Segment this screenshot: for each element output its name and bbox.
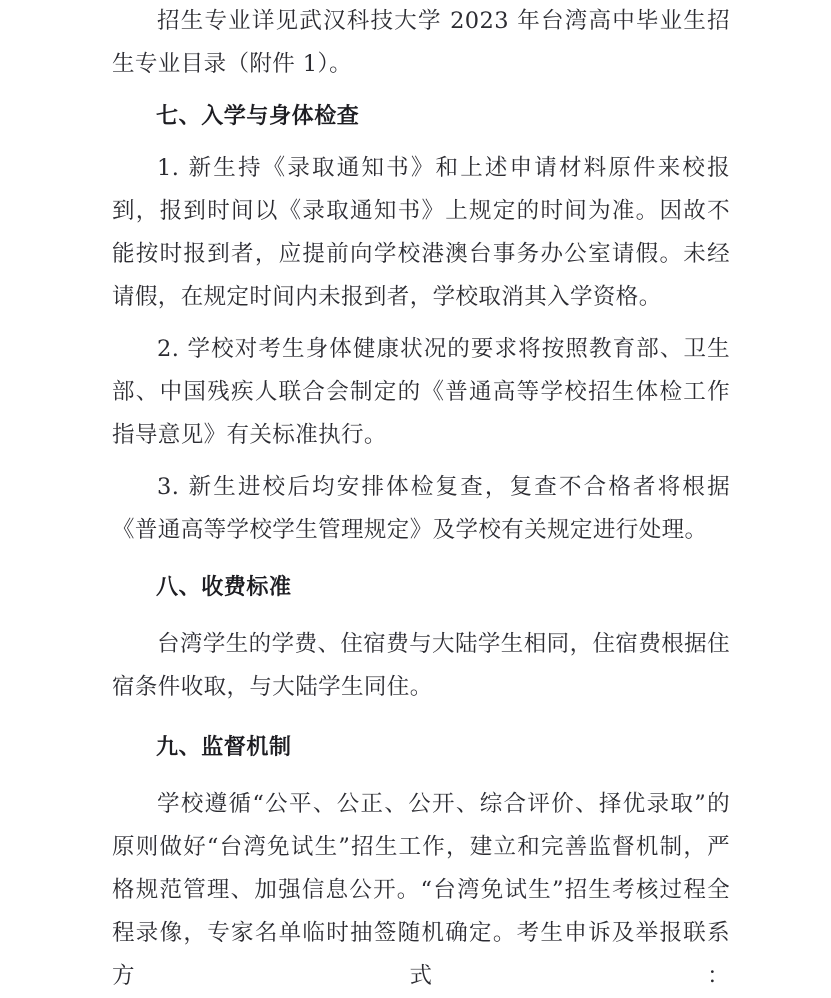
paragraph-eight-body: 台湾学生的学费、住宿费与大陆学生相同，住宿费根据住宿条件收取，与大陆学生同住。 <box>112 631 730 700</box>
spacer <box>112 609 730 623</box>
heading-section-seven: 七、入学与身体检查 <box>156 104 360 129</box>
spacer <box>112 319 730 328</box>
paragraph-nine-body: 学校遵循“公平、公正、公开、综合评价、择优录取”的原则做好“台湾免试生”招生工作，建立和完善监督机制，严格规范管理、加强信息公开。“台湾免试生”招生考核过程全程录像，专家名单临时抽签随机确定。考生申诉及举报联系方式： <box>112 791 730 989</box>
paragraph-seven-item-one: 1. 新生持《录取通知书》和上述申请材料原件来校报到，报到时间以《录取通知书》上规定的时间为准。因故不能按时报到者，应提前向学校港澳台事务办公室请假。未经请假，在规定时间内未报到者，学校取消其入学资格。 <box>112 155 730 310</box>
paragraph-seven-item-two: 2. 学校对考生身体健康状况的要求将按照教育部、卫生部、中国残疾人联合会制定的《普通高等学校招生体检工作指导意见》有关标准执行。 <box>112 336 730 448</box>
spacer <box>112 709 730 726</box>
spacer <box>112 86 730 95</box>
spacer <box>112 769 730 783</box>
paragraph-majors-catalog: 招生专业详见武汉科技大学 2023 年台湾高中毕业生招生专业目录（附件 1）。 <box>112 8 730 77</box>
spacer <box>112 552 730 566</box>
spacer <box>112 457 730 466</box>
document-text-column <box>112 0 730 998</box>
heading-section-eight: 八、收费标准 <box>156 575 292 600</box>
spacer <box>112 138 730 147</box>
paragraph-seven-item-three: 3. 新生进校后均安排体检复查，复查不合格者将根据《普通高等学校学生管理规定》及学校有关规定进行处理。 <box>112 474 730 543</box>
heading-section-nine: 九、监督机制 <box>156 735 292 760</box>
